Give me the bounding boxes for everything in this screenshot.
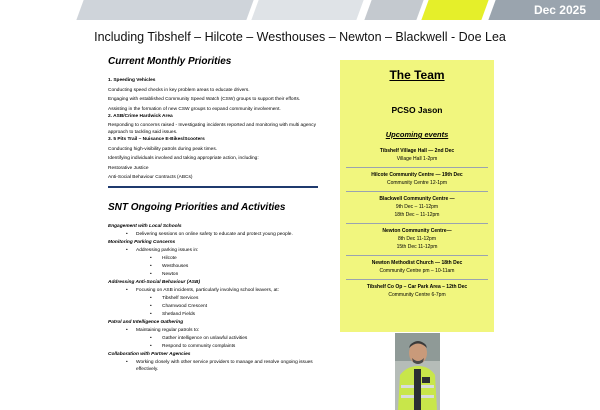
priority-line: Identifying individuals involved and taking appropriate action, including: [108, 156, 259, 161]
header-stripe-accent [421, 0, 488, 20]
snt-bullet: • Working closely with other service providers to manage and resolve ongoing issues effectively. [108, 359, 328, 373]
event-item [344, 168, 490, 191]
snt-bullet: • Maintaining regular patrols to: [108, 327, 328, 334]
event-venue: Hilcote Community Centre — 19th Dec [371, 172, 463, 178]
event-venue: Tibshelf Village Hall — 2nd Dec [379, 148, 455, 154]
event-time: 15th Dec 11-12pm [396, 244, 438, 250]
event-time: Community Centre pm – 10-11am [379, 268, 455, 274]
header-stripe [251, 0, 363, 20]
officer-name: PCSO Jason [391, 105, 443, 115]
left-column [108, 56, 328, 374]
event-venue: Newton Methodist Church — 18th Dec [371, 260, 463, 266]
snt-heading: Patrol and Intelligence Gathering [108, 320, 184, 325]
event-time: Community Centre 12-1pm [386, 180, 448, 186]
snt-heading: Collaboration with Partner Agencies [108, 352, 191, 357]
snt-bullet: • Delivering sessions on online safety to educate and protect young people. [108, 231, 328, 238]
event-time: 18th Dec – 11-12pm [394, 212, 440, 218]
event-time: Village Hall 1-2pm [396, 156, 438, 162]
event-time: 9th Dec – 11-12pm [395, 204, 439, 210]
snt-subbullet: • Respond to community complaints [108, 343, 328, 350]
event-item [344, 256, 490, 279]
area-subtitle: Including Tibshelf – Hilcote – Westhouses – Newton – Blackwell - Doe Lea [94, 30, 506, 44]
priority-heading: 3. 5 Pits Trail – Nuisance E-Bikes/Scooters [108, 137, 205, 142]
newsletter-date: Dec 2025 [533, 3, 586, 17]
events-list [344, 144, 490, 303]
snt-heading: Monitoring Parking Concerns [108, 240, 176, 245]
priority-heading: 1. Speeding Vehicles [108, 78, 156, 83]
priority-line: Conducting high-visibility patrols during peak times. [108, 146, 218, 152]
event-item [344, 144, 490, 167]
priority-line: Responding to concerns raised - Investigating incidents reported and monitoring with multi agency approach to tackling said issues. [108, 123, 316, 135]
priority-line: Anti-Social Behaviour Contracts (ABCs) [108, 175, 193, 180]
priorities-list [108, 77, 328, 181]
event-venue: Blackwell Community Centre — [379, 196, 455, 202]
event-item [344, 192, 490, 223]
priorities-title: Current Monthly Priorities [108, 56, 232, 67]
snt-subbullet: • Newton [108, 271, 328, 278]
event-item [344, 224, 490, 255]
snt-title: SNT Ongoing Priorities and Activities [108, 202, 286, 213]
event-time: Community Centre 6-7pm [388, 292, 446, 298]
header-stripe [364, 0, 423, 20]
section-divider [108, 186, 318, 188]
snt-subbullet: • Gather intelligence on unlawful activities [108, 335, 328, 342]
snt-subbullet: • Hilcote [108, 255, 328, 262]
officer-portrait-icon [395, 333, 440, 410]
upcoming-events-title: Upcoming events [385, 130, 449, 139]
snt-subbullet: • Westhouses [108, 263, 328, 270]
snt-bullet: • Addressing parking issues in: [108, 247, 328, 254]
snt-subbullet: • Charnwood Crescent [108, 303, 328, 310]
header-band [0, 0, 600, 20]
priority-line: Assisting in the formation of new CSW groups to expand community involvement. [108, 106, 281, 112]
snt-list [108, 223, 328, 373]
priority-line: Conducting speed checks in key problem areas to educate drivers. [108, 87, 250, 93]
priority-line: Engaging with established Community Speed Watch (CSW) groups to support their efforts. [108, 97, 301, 102]
event-venue: Newton Community Centre— [382, 228, 452, 234]
officer-photo [395, 333, 440, 410]
event-time: 8th Dec 11-12pm [398, 236, 436, 242]
priority-line: Restorative Justice [108, 165, 149, 171]
event-venue: Tibshelf Co Op – Car Park Area – 12th Dec [366, 284, 468, 290]
snt-heading: Addressing Anti-Social Behaviour (ASB) [108, 280, 201, 285]
priority-heading: 2. ASB/Crime Hardwick Area [108, 113, 173, 119]
snt-subbullet: • Shetland Fields [108, 311, 328, 318]
snt-bullet: • Focusing on ASB incidents, particularly involving school leavers, at: [108, 287, 328, 294]
event-item [344, 280, 490, 303]
header-stripe [76, 0, 253, 20]
snt-heading: Engagement with Local Schools [108, 224, 182, 229]
team-title: The Team [389, 68, 445, 82]
team-panel [340, 60, 494, 332]
snt-subbullet: • Tibshelf Services [108, 295, 328, 302]
